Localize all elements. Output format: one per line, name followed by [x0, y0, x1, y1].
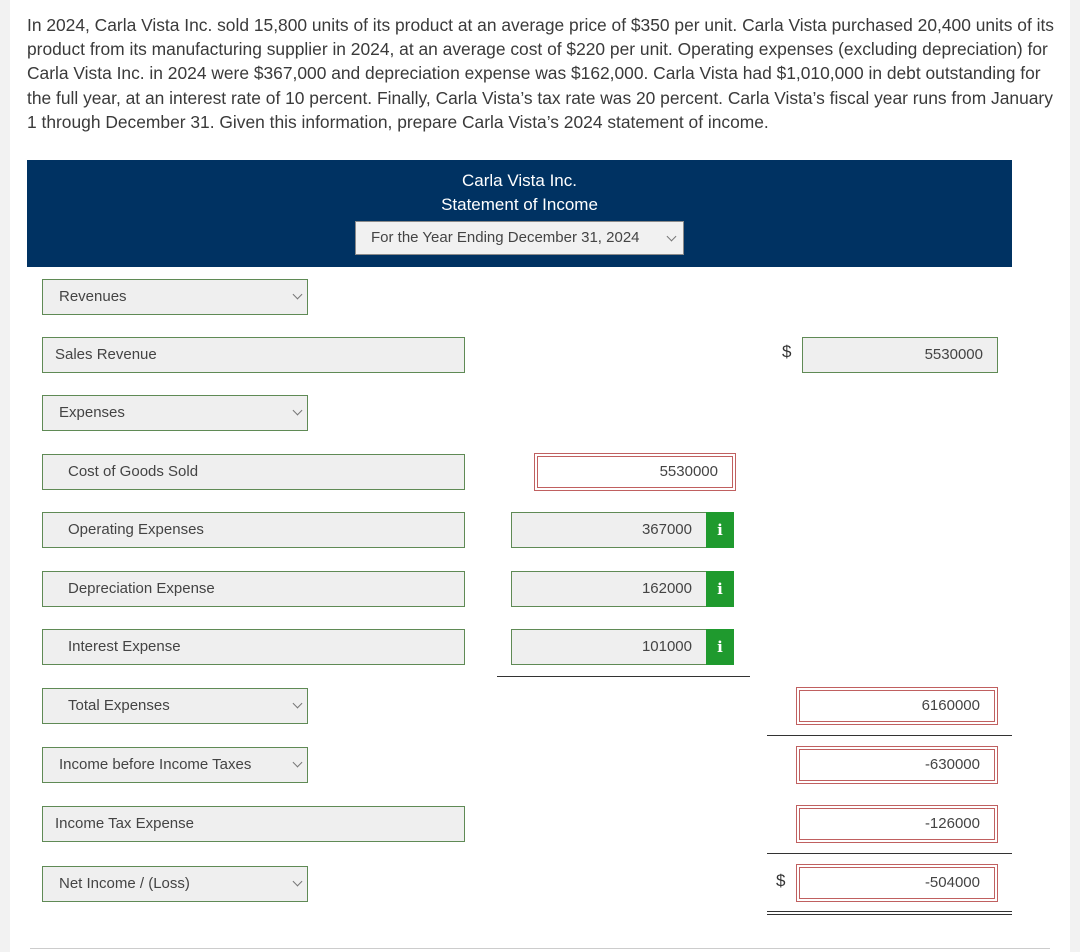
period-select-value: For the Year Ending December 31, 2024: [371, 229, 640, 246]
cogs-label-field[interactable]: Cost of Goods Sold: [42, 454, 465, 490]
net-income-double-rule: [767, 911, 1012, 915]
total-expenses-select[interactable]: [42, 688, 308, 724]
income-before-taxes-select-value: Income before Income Taxes: [59, 756, 252, 773]
chevron-down-icon: [293, 406, 303, 416]
info-icon[interactable]: i: [706, 629, 734, 665]
problem-text: In 2024, Carla Vista Inc. sold 15,800 units of its product at an average price of $350 per unit. Carla Vista purchased 20,400 units of its product from its manufacturing supplier in 2024, at an average cost of $220 per unit. Operating expenses (excluding depreciation) for Carla Vista Inc. in 2024 were $367,000 and depreciation expense was $162,000. Carla Vista had $1,010,000 in debt outstanding for the full year, at an interest rate of 10 percent. Finally, Carla Vista’s tax rate was 20 percent. Carla Vista’s fiscal year runs from January 1 through December 31. Given this information, prepare Carla Vista’s 2024 statement of income.: [27, 15, 1054, 132]
revenues-select-value: Revenues: [59, 288, 127, 305]
interest-label-field[interactable]: Interest Expense: [42, 629, 465, 665]
info-icon[interactable]: i: [706, 512, 734, 548]
bottom-divider: [30, 948, 1050, 952]
company-name: Carla Vista Inc.: [462, 171, 577, 190]
cogs-input[interactable]: 5530000: [537, 456, 733, 488]
expenses-select-value: Expenses: [59, 404, 125, 421]
income-before-taxes-select[interactable]: [42, 747, 308, 783]
net-income-select[interactable]: [42, 866, 308, 902]
total-rule: [767, 735, 1012, 736]
net-income-select-value: Net Income / (Loss): [59, 875, 190, 892]
chevron-down-icon: [667, 232, 677, 242]
dollar-sign: $: [776, 871, 786, 890]
sales-revenue-label-field[interactable]: Sales Revenue: [42, 337, 465, 373]
tax-rule: [767, 853, 1012, 854]
statement-title: Statement of Income: [441, 195, 598, 214]
total-expenses-select-value: Total Expenses: [68, 697, 170, 714]
chevron-down-icon: [293, 699, 303, 709]
chevron-down-icon: [293, 290, 303, 300]
income-before-taxes-input[interactable]: -630000: [799, 749, 995, 781]
expenses-select[interactable]: [42, 395, 308, 431]
period-select[interactable]: [355, 221, 684, 255]
income-tax-input[interactable]: -126000: [799, 808, 995, 840]
opex-label-field[interactable]: Operating Expenses: [42, 512, 465, 548]
income-tax-label-field[interactable]: Income Tax Expense: [42, 806, 465, 842]
net-income-input[interactable]: -504000: [799, 867, 995, 899]
sales-revenue-input[interactable]: 5530000: [802, 337, 998, 373]
depreciation-label-field[interactable]: Depreciation Expense: [42, 571, 465, 607]
opex-input[interactable]: 367000: [511, 512, 707, 548]
chevron-down-icon: [293, 877, 303, 887]
subtotal-rule: [497, 676, 750, 677]
depreciation-input[interactable]: 162000: [511, 571, 707, 607]
dollar-sign: $: [782, 342, 792, 361]
statement-header: [27, 160, 1012, 267]
total-expenses-input[interactable]: 6160000: [799, 690, 995, 722]
info-icon[interactable]: i: [706, 571, 734, 607]
chevron-down-icon: [293, 758, 303, 768]
interest-input[interactable]: 101000: [511, 629, 707, 665]
revenues-select[interactable]: [42, 279, 308, 315]
